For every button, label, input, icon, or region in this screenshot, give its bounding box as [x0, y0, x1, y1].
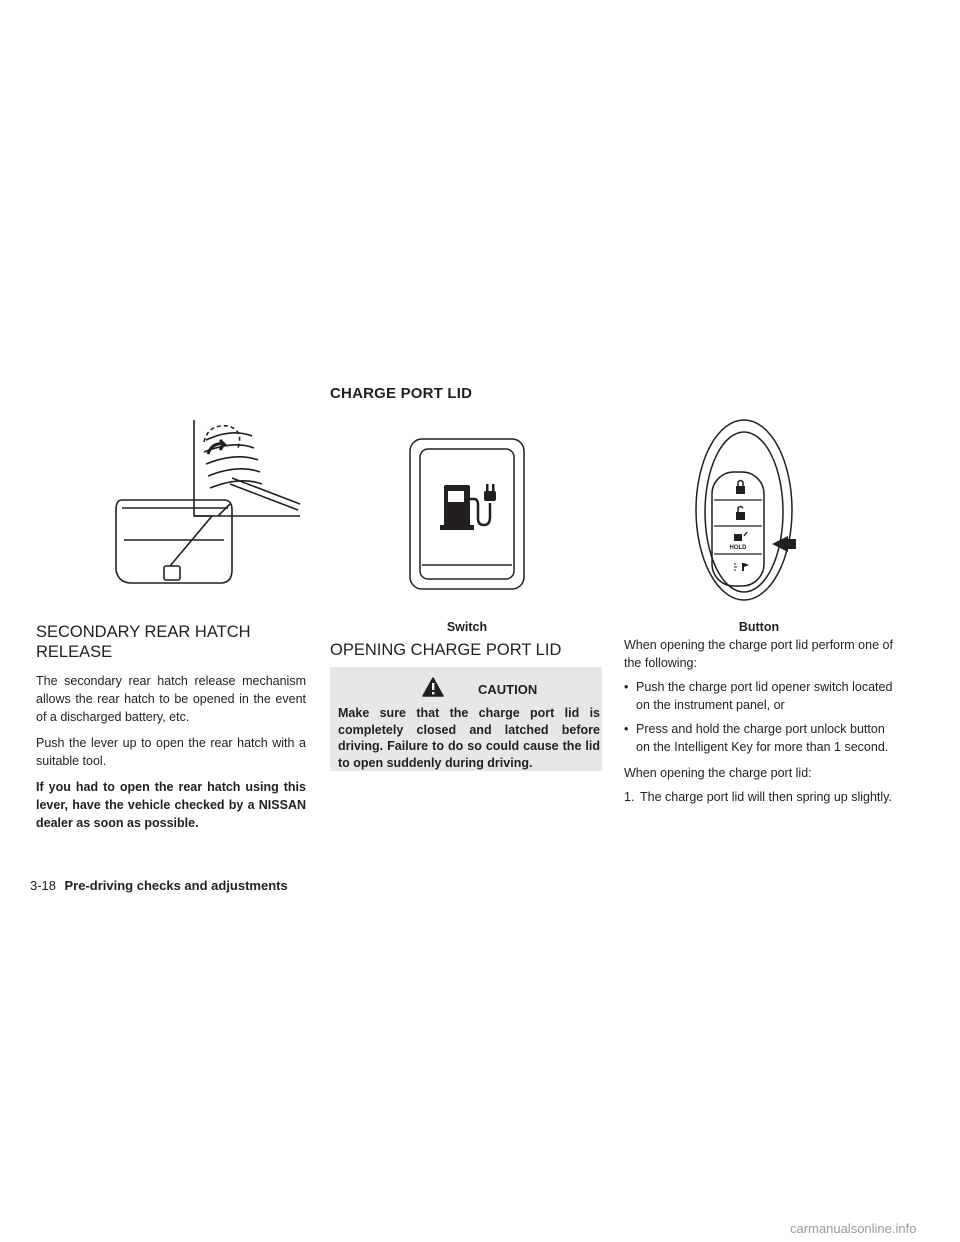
- opening-charge-port-heading: OPENING CHARGE PORT LID: [330, 641, 562, 659]
- panic-icon: [734, 563, 749, 571]
- left-column: [36, 622, 306, 832]
- charge-port-unlock-icon: [734, 532, 747, 541]
- secondary-rear-hatch-heading: SECONDARY REAR HATCH RELEASE: [36, 623, 251, 661]
- lock-icon: [736, 481, 745, 495]
- right-column: [624, 636, 896, 806]
- page-footer: [30, 877, 288, 895]
- step-item: 1. The charge port lid will then spring up slightly.: [624, 790, 892, 804]
- pointer-arrow-icon: [772, 536, 788, 552]
- site-watermark: carmanualsonline.info: [790, 1221, 917, 1236]
- caution-warning-icon: [422, 677, 444, 697]
- opening-options-list: [624, 678, 896, 756]
- caution-text: Make sure that the charge port lid is completely closed and latched before driving. Failure to do so could cause the lid to open suddenly during driving.: [338, 706, 600, 770]
- caution-box: [330, 667, 602, 771]
- list-item: • Press and hold the charge port unlock button on the Intelligent Key for more than 1 second.: [624, 722, 889, 754]
- chapter-title: Pre-driving checks and adjustments: [64, 878, 288, 893]
- switch-caption: Switch: [446, 620, 488, 634]
- step-intro: When opening the charge port lid:: [624, 766, 812, 780]
- section-title: CHARGE PORT LID: [330, 385, 473, 402]
- unlock-icon: [736, 507, 745, 521]
- button-caption: Button: [738, 620, 780, 634]
- hatch-release-paragraph: The secondary rear hatch release mechanism allows the rear hatch to be opened in the event of a discharged battery, etc.: [36, 674, 306, 724]
- opening-intro: When opening the charge port lid perform one of the following:: [624, 638, 893, 670]
- intelligent-key-illustration: [692, 418, 802, 602]
- charge-port-switch-illustration: [408, 437, 526, 591]
- rear-hatch-release-illustration: [112, 418, 304, 588]
- dealer-check-warning: If you had to open the rear hatch using this lever, have the vehicle checked by a NISSAN dealer as soon as possible.: [36, 780, 306, 830]
- page-number: 3-18: [30, 878, 57, 893]
- push-lever-paragraph: Push the lever up to open the rear hatch with a suitable tool.: [36, 736, 306, 768]
- charge-plug-icon: [440, 484, 496, 530]
- list-item: • Push the charge port lid opener switch located on the instrument panel, or: [624, 680, 893, 712]
- caution-label: CAUTION: [478, 682, 538, 697]
- hold-label: HOLD: [729, 545, 747, 551]
